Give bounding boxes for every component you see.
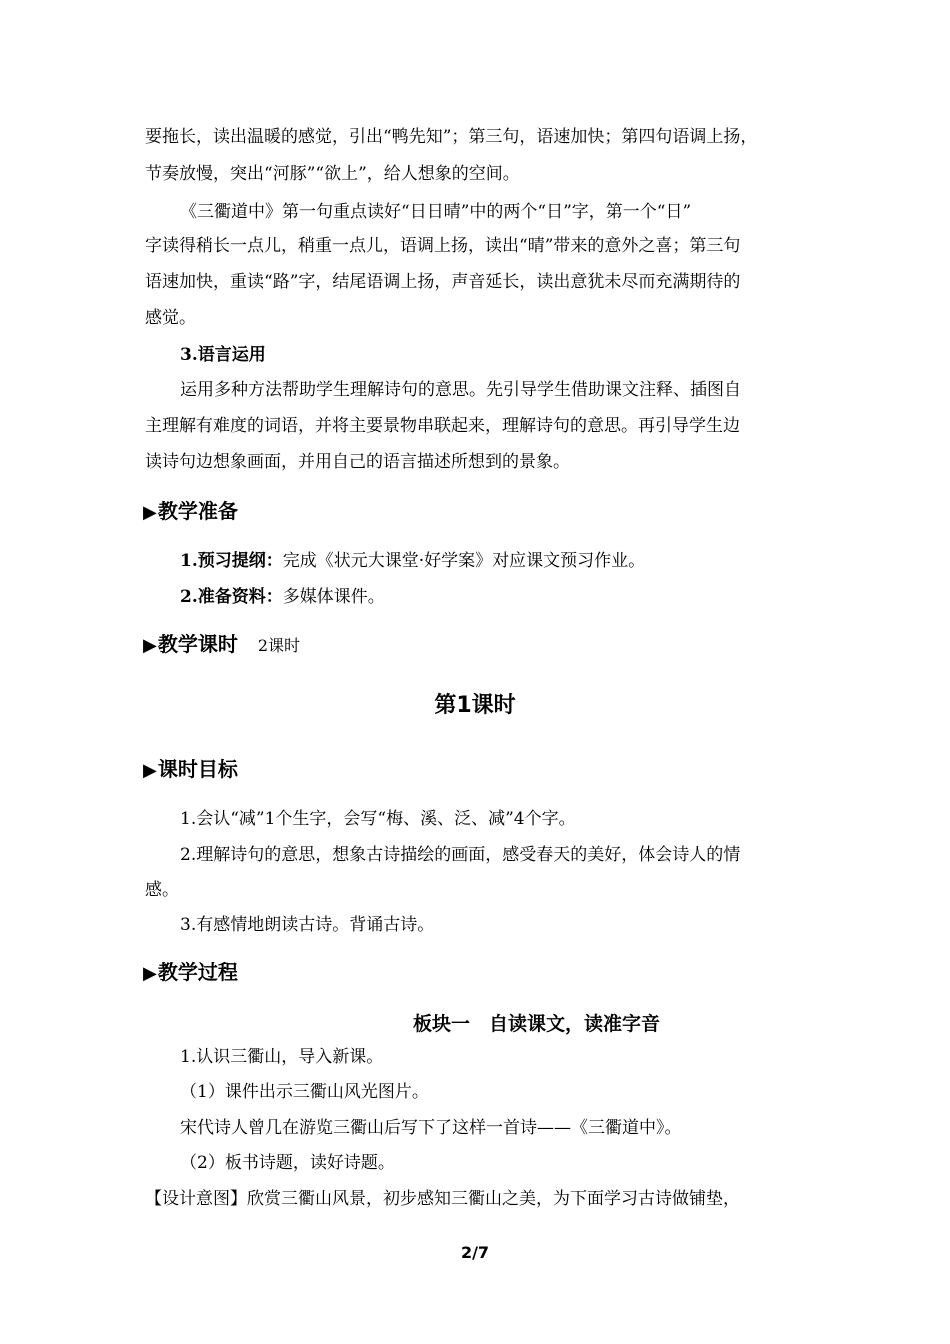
triangle-marker-icon: ▶ <box>143 502 157 523</box>
goal-item: 感。 <box>145 880 179 900</box>
block-title: 板块一 自读课文，读准字音 <box>413 1013 661 1035</box>
prep-item-text: 多媒体课件。 <box>282 587 385 607</box>
paragraph-line: 要拖长，读出温暖的感觉，引出“鸭先知”；第三句，语速加快；第四句语调上扬， <box>145 127 758 147</box>
paragraph-line: 感觉。 <box>145 308 196 328</box>
prep-item-label: 2.准备资料： <box>180 587 283 607</box>
process-step: 宋代诗人曾几在游览三衢山后写下了这样一首诗——《三衢道中》。 <box>180 1118 682 1138</box>
process-step: 1.认识三衢山，导入新课。 <box>180 1047 384 1067</box>
section-heading-text: 教学准备 <box>157 499 238 523</box>
section-heading-text: 教学过程 <box>157 960 238 984</box>
paragraph-line: 节奏放慢，突出“河豚”“欲上”，给人想象的空间。 <box>145 164 520 184</box>
paragraph-line: 运用多种方法帮助学生理解诗句的意思。先引导学生借助课文注释、插图自 <box>180 380 741 400</box>
paragraph-line: 语速加快，重读“路”字，结尾语调上扬，声音延长，读出意犹未尽而充满期待的 <box>145 272 741 292</box>
section-heading-text: 教学课时 <box>157 632 238 656</box>
design-intent-label: 【设计意图】 <box>145 1189 247 1209</box>
paragraph-line: 《三衢道中》第一句重点读好“日日晴”中的两个“日”字，第一个“日” <box>180 202 692 222</box>
section-heading-class-hours <box>143 630 300 660</box>
goal-item: 2.理解诗句的意思，想象古诗描绘的画面，感受春天的美好，体会诗人的情 <box>180 845 741 865</box>
goal-item: 1.会认“减”1个生字，会写“梅、溪、泛、减”4个字。 <box>180 809 576 829</box>
goal-item: 3.有感情地朗读古诗。背诵古诗。 <box>180 915 435 935</box>
triangle-marker-icon: ▶ <box>143 635 157 656</box>
paragraph-line: 字读得稍长一点儿，稍重一点儿，语调上扬，读出“晴”带来的意外之喜；第三句 <box>145 236 741 256</box>
prep-item-2 <box>180 585 385 609</box>
prep-item-label: 1.预习提纲： <box>180 551 283 571</box>
lesson-title: 第1课时 <box>434 693 516 718</box>
subheading-language-use: 3.语言运用 <box>180 345 266 365</box>
section-heading-goals <box>143 755 238 785</box>
triangle-marker-icon: ▶ <box>143 963 157 984</box>
page-number: 2/7 <box>460 1243 490 1262</box>
process-step: （2）板书诗题，读好诗题。 <box>180 1153 395 1173</box>
triangle-marker-icon: ▶ <box>143 760 157 781</box>
design-intent <box>145 1187 740 1211</box>
paragraph-line: 主理解有难度的词语，并将主要景物串联起来，理解诗句的意思。再引导学生边 <box>145 416 740 436</box>
section-heading-text: 课时目标 <box>157 757 238 781</box>
section-heading-preparation <box>143 497 238 527</box>
prep-item-1 <box>180 549 645 573</box>
process-step: （1）课件出示三衢山风光图片。 <box>180 1082 429 1102</box>
class-hours-value: 2课时 <box>257 636 301 655</box>
paragraph-line: 读诗句边想象画面，并用自己的语言描述所想到的景象。 <box>145 452 570 472</box>
prep-item-text: 完成《状元大课堂·好学案》对应课文预习作业。 <box>282 551 646 571</box>
section-heading-process <box>143 958 238 988</box>
design-intent-text: 欣赏三衢山风景，初步感知三衢山之美，为下面学习古诗做铺垫， <box>247 1189 740 1209</box>
